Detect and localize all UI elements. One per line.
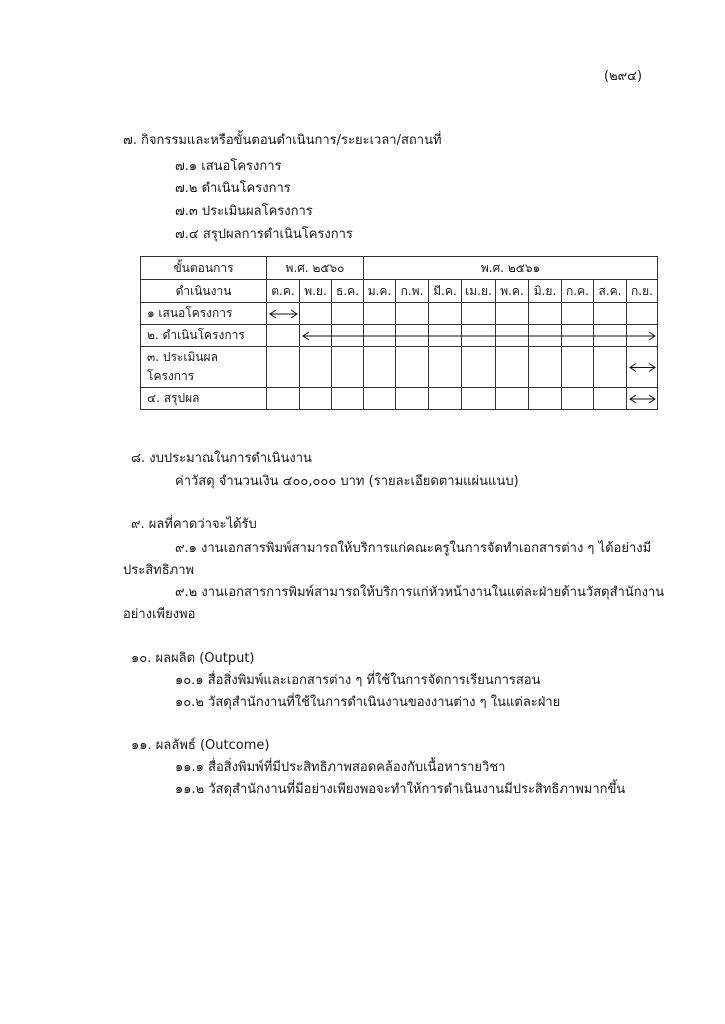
table-row [141, 325, 658, 347]
section-11-heading: ๑๑. ผลลัพธ์ (Outcome) [131, 738, 270, 753]
month-header: ก.ย. [627, 280, 658, 303]
month-header: ธ.ค. [332, 280, 364, 303]
month-header: พ.ค. [496, 280, 529, 303]
duration-arrow [267, 303, 300, 325]
result-paragraph-line: ประสิทธิภาพ [123, 563, 195, 578]
month-header: พ.ย. [300, 280, 332, 303]
month-header: ก.ค. [562, 280, 594, 303]
step-label: ๑ เสนอโครงการ [141, 303, 267, 325]
table-row [141, 388, 658, 410]
section-8-heading: ๘. งบประมาณในการดำเนินงาน [131, 451, 312, 466]
section-7-item: ๗.๑ เสนอโครงการ [175, 159, 282, 174]
step-header-2: ดำเนินงาน [141, 280, 267, 303]
month-header: ต.ค. [267, 280, 300, 303]
section-9-heading: ๙. ผลที่คาดว่าจะได้รับ [131, 517, 257, 532]
month-header: ก.พ. [396, 280, 429, 303]
output-item: ๑๐.๒ วัสดุสำนักงานที่ใช้ในการดำเนินงานของงานต่าง ๆ ในแต่ละฝ่าย [175, 695, 561, 710]
result-paragraph-line: อย่างเพียงพอ [123, 607, 196, 622]
step-label: ๒. ดำเนินโครงการ [141, 325, 267, 347]
duration-arrow [300, 325, 658, 347]
output-item: ๑๐.๑ สื่อสิ่งพิมพ์และเอกสารต่าง ๆ ที่ใช้ในการจัดการเรียนการสอน [175, 673, 541, 688]
duration-arrow [627, 388, 658, 410]
table-row [141, 347, 658, 388]
section-7-item: ๗.๓ ประเมินผลโครงการ [175, 204, 313, 219]
step-label-line: โครงการ [147, 369, 195, 383]
section-7-item: ๗.๒ ดำเนินโครงการ [175, 181, 291, 196]
step-label [141, 347, 267, 388]
result-paragraph-line: ๙.๑ งานเอกสารพิมพ์สามารถให้บริการแก่คณะครูในการจัดทำเอกสารต่าง ๆ ได้อย่างมี [175, 541, 652, 556]
section-7-item: ๗.๔ สรุปผลการดำเนินโครงการ [175, 227, 353, 242]
month-header: เม.ย. [462, 280, 496, 303]
section-10-heading: ๑๐. ผลผลิต (Output) [131, 651, 255, 666]
month-header: ม.ค. [364, 280, 396, 303]
page-number: (๒๙๔) [604, 69, 643, 84]
step-label: ๔. สรุปผล [141, 388, 267, 410]
step-header-1: ขั้นตอนการ [141, 257, 267, 280]
table-row [141, 303, 658, 325]
schedule-table [140, 256, 658, 410]
outcome-item: ๑๑.๒ วัสดุสำนักงานที่มีอย่างเพียงพอจะทำให้การดำเนินงานมีประสิทธิภาพมากขึ้น [175, 782, 626, 797]
year-header-2561: พ.ศ. ๒๕๖๑ [364, 257, 658, 280]
outcome-item: ๑๑.๑ สื่อสิ่งพิมพ์ที่มีประสิทธิภาพสอดคล้องกับเนื้อหารายวิชา [175, 760, 506, 775]
month-header: มี.ค. [429, 280, 462, 303]
month-header: ส.ค. [594, 280, 627, 303]
duration-arrow [627, 347, 658, 388]
year-header-2560: พ.ศ. ๒๕๖๐ [267, 257, 364, 280]
budget-line: ค่าวัสดุ จำนวนเงิน ๔๐๐,๐๐๐ บาท (รายละเอียดตามแผ่นแนบ) [175, 474, 519, 489]
section-7-heading: ๗. กิจกรรมและหรือขั้นตอนดำเนินการ/ระยะเวลา/สถานที่ [123, 133, 442, 148]
step-label-line: ๓. ประเมินผล [147, 350, 218, 364]
result-paragraph-line: ๙.๒ งานเอกสารการพิมพ์สามารถให้บริการแก่หัวหน้างานในแต่ละฝ่ายด้านวัสดุสำนักงาน [175, 585, 665, 600]
month-header: มิ.ย. [529, 280, 562, 303]
